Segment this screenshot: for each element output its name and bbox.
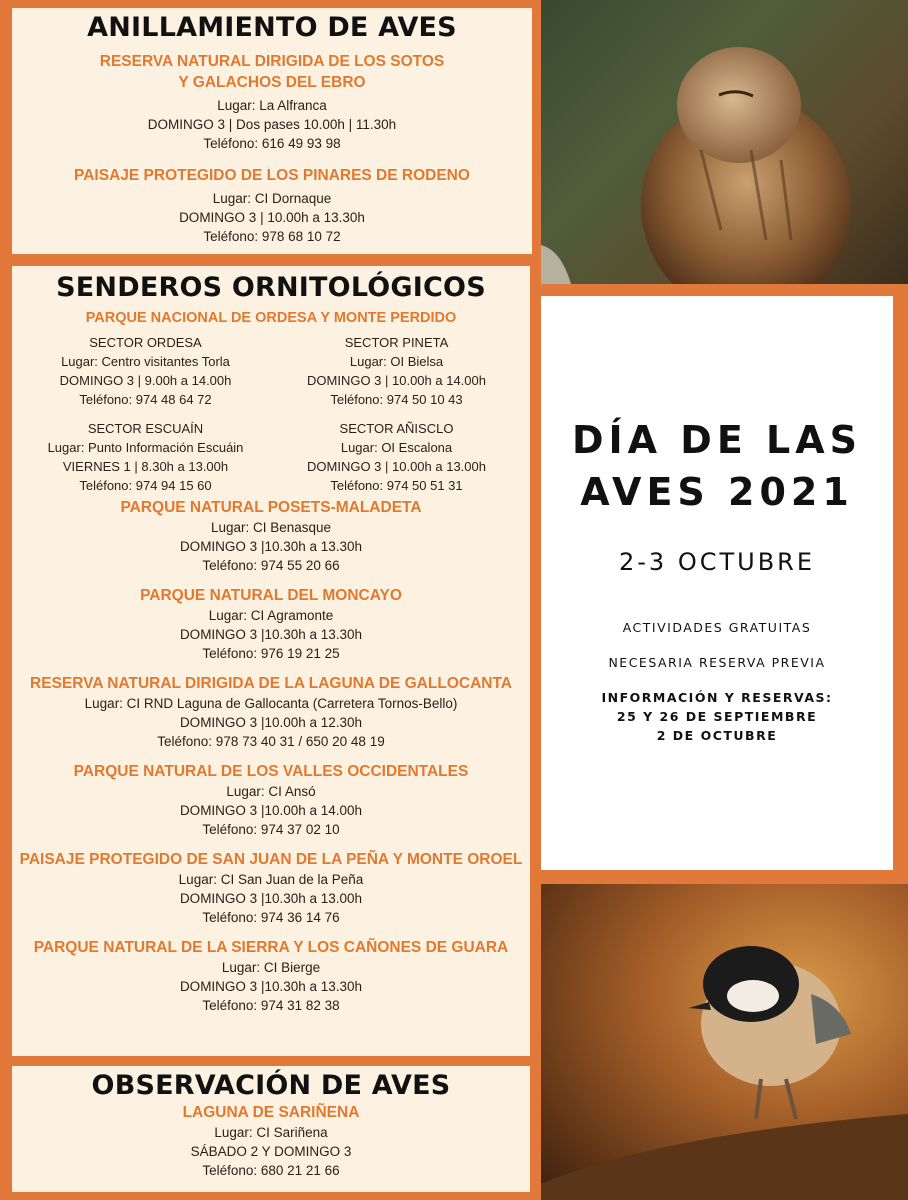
lugar: Lugar: OI Escalona bbox=[340, 440, 453, 455]
place-title: PAISAJE PROTEGIDO DE LOS PINARES DE RODENO bbox=[74, 167, 470, 184]
horario: VIERNES 1 | 8.30h a 13.00h bbox=[62, 459, 229, 474]
lugar: Lugar: Punto Información Escuáin bbox=[47, 440, 244, 455]
sendero-entry bbox=[12, 937, 530, 1015]
senderos-panel bbox=[12, 266, 530, 1056]
horario: DOMINGO 3 | 10.00h a 13.00h bbox=[307, 459, 486, 474]
horario: DOMINGO 3 |10.00h a 12.30h bbox=[179, 715, 363, 730]
anillamiento-panel bbox=[12, 8, 532, 254]
telefono: Teléfono: 974 55 20 66 bbox=[202, 558, 340, 573]
observacion-title: OBSERVACIÓN DE AVES bbox=[91, 1070, 451, 1101]
place-title: PARQUE NATURAL DE LOS VALLES OCCIDENTALES bbox=[73, 763, 469, 780]
lugar: Lugar: CI Dornaque bbox=[212, 191, 332, 206]
lugar: Lugar: CI RND Laguna de Gallocanta (Carretera Tornos-Bello) bbox=[84, 696, 458, 711]
event-title-line1: DÍA DE LAS bbox=[571, 418, 863, 462]
sendero-entry bbox=[12, 673, 530, 751]
horario: DOMINGO 3 |10.30h a 13.30h bbox=[179, 539, 363, 554]
tawny-owl-photo bbox=[541, 0, 908, 284]
sendero-entry bbox=[12, 497, 530, 575]
place-title: PAISAJE PROTEGIDO DE SAN JUAN DE LA PEÑA Y MONTE OROEL bbox=[19, 851, 523, 868]
info-dates: 25 Y 26 DE SEPTIEMBRE bbox=[616, 709, 818, 724]
horario: DOMINGO 3 | 10.00h a 14.00h bbox=[307, 373, 486, 388]
lugar: Lugar: CI Ansó bbox=[226, 784, 316, 799]
sector-name: SECTOR ORDESA bbox=[89, 335, 202, 350]
telefono: Teléfono: 974 36 14 76 bbox=[202, 910, 340, 925]
telefono: Teléfono: 978 68 10 72 bbox=[203, 229, 341, 244]
lugar: Lugar: CI Bierge bbox=[221, 960, 321, 975]
telefono: Teléfono: 974 50 10 43 bbox=[330, 392, 463, 407]
sector-name: SECTOR PINETA bbox=[344, 335, 449, 350]
coal-tit-illustration bbox=[541, 884, 908, 1200]
telefono: Teléfono: 976 19 21 25 bbox=[202, 646, 340, 661]
event-dates: 2-3 OCTUBRE bbox=[618, 548, 815, 576]
info-date2: 2 DE OCTUBRE bbox=[656, 728, 778, 743]
sendero-entry bbox=[12, 761, 530, 839]
free-activities: ACTIVIDADES GRATUITAS bbox=[622, 620, 812, 635]
anillamiento-title: ANILLAMIENTO DE AVES bbox=[87, 12, 457, 43]
info-label: INFORMACIÓN Y RESERVAS: bbox=[601, 690, 833, 705]
horario: DOMINGO 3 | Dos pases 10.00h | 11.30h bbox=[147, 117, 397, 132]
anillamiento-entry bbox=[12, 165, 532, 246]
horario: DOMINGO 3 | 10.00h a 13.30h bbox=[179, 210, 365, 225]
place-title: PARQUE NATURAL DE LA SIERRA Y LOS CAÑONES DE GUARA bbox=[33, 939, 509, 956]
telefono: Teléfono: 978 73 40 31 / 650 20 48 19 bbox=[157, 734, 385, 749]
anillamiento-entry bbox=[12, 51, 532, 153]
senderos-title: SENDEROS ORNITOLÓGICOS bbox=[56, 272, 486, 303]
horario: DOMINGO 3 |10.00h a 14.00h bbox=[179, 803, 363, 818]
horario: SÁBADO 2 Y DOMINGO 3 bbox=[190, 1144, 352, 1159]
sector-ordesa bbox=[20, 333, 271, 409]
horario: DOMINGO 3 |10.30h a 13.00h bbox=[179, 891, 363, 906]
telefono: Teléfono: 616 49 93 98 bbox=[203, 136, 341, 151]
place-title-cont: Y GALACHOS DEL EBRO bbox=[178, 74, 366, 91]
sendero-entry bbox=[12, 849, 530, 927]
event-title-line2: AVES 2021 bbox=[580, 470, 854, 514]
place-title: RESERVA NATURAL DIRIGIDA DE LOS SOTOS bbox=[99, 53, 445, 70]
place-title: LAGUNA DE SARIÑENA bbox=[182, 1104, 360, 1121]
horario: DOMINGO 3 |10.30h a 13.30h bbox=[179, 627, 363, 642]
place-title: RESERVA NATURAL DIRIGIDA DE LA LAGUNA DE GALLOCANTA bbox=[30, 675, 512, 692]
horario: DOMINGO 3 | 9.00h a 14.00h bbox=[59, 373, 232, 388]
telefono: Teléfono: 974 37 02 10 bbox=[202, 822, 340, 837]
lugar: Lugar: CI San Juan de la Peña bbox=[178, 872, 364, 887]
sendero-entry bbox=[12, 585, 530, 663]
telefono: Teléfono: 974 48 64 72 bbox=[79, 392, 212, 407]
lugar: Lugar: OI Bielsa bbox=[349, 354, 444, 369]
event-card bbox=[541, 296, 893, 870]
lugar: Lugar: CI Benasque bbox=[210, 520, 332, 535]
lugar: Lugar: CI Agramonte bbox=[208, 608, 334, 623]
place-title: PARQUE NATURAL DEL MONCAYO bbox=[140, 587, 402, 604]
sector-name: SECTOR AÑISCLO bbox=[339, 421, 454, 436]
lugar: Lugar: CI Sariñena bbox=[214, 1125, 328, 1140]
lugar: Lugar: La Alfranca bbox=[217, 98, 327, 113]
horario: DOMINGO 3 |10.30h a 13.30h bbox=[179, 979, 363, 994]
ordesa-sectors bbox=[12, 333, 530, 495]
owl-illustration bbox=[541, 0, 908, 284]
place-title: PARQUE NATURAL POSETS-MALADETA bbox=[120, 499, 422, 516]
sector-escuain bbox=[20, 419, 271, 495]
telefono: Teléfono: 974 94 15 60 bbox=[79, 478, 212, 493]
observacion-panel bbox=[12, 1066, 530, 1192]
coal-tit-photo bbox=[541, 884, 908, 1200]
telefono: Teléfono: 974 50 51 31 bbox=[330, 478, 463, 493]
ordesa-title: PARQUE NACIONAL DE ORDESA Y MONTE PERDIDO bbox=[85, 310, 457, 326]
sector-name: SECTOR ESCUAÍN bbox=[87, 421, 204, 436]
sector-pineta bbox=[271, 333, 522, 409]
sector-aniscio bbox=[271, 419, 522, 495]
lugar: Lugar: Centro visitantes Torla bbox=[61, 354, 230, 369]
telefono: Teléfono: 680 21 21 66 bbox=[202, 1163, 340, 1178]
telefono: Teléfono: 974 31 82 38 bbox=[202, 998, 340, 1013]
reservation-required: NECESARIA RESERVA PREVIA bbox=[608, 655, 826, 670]
